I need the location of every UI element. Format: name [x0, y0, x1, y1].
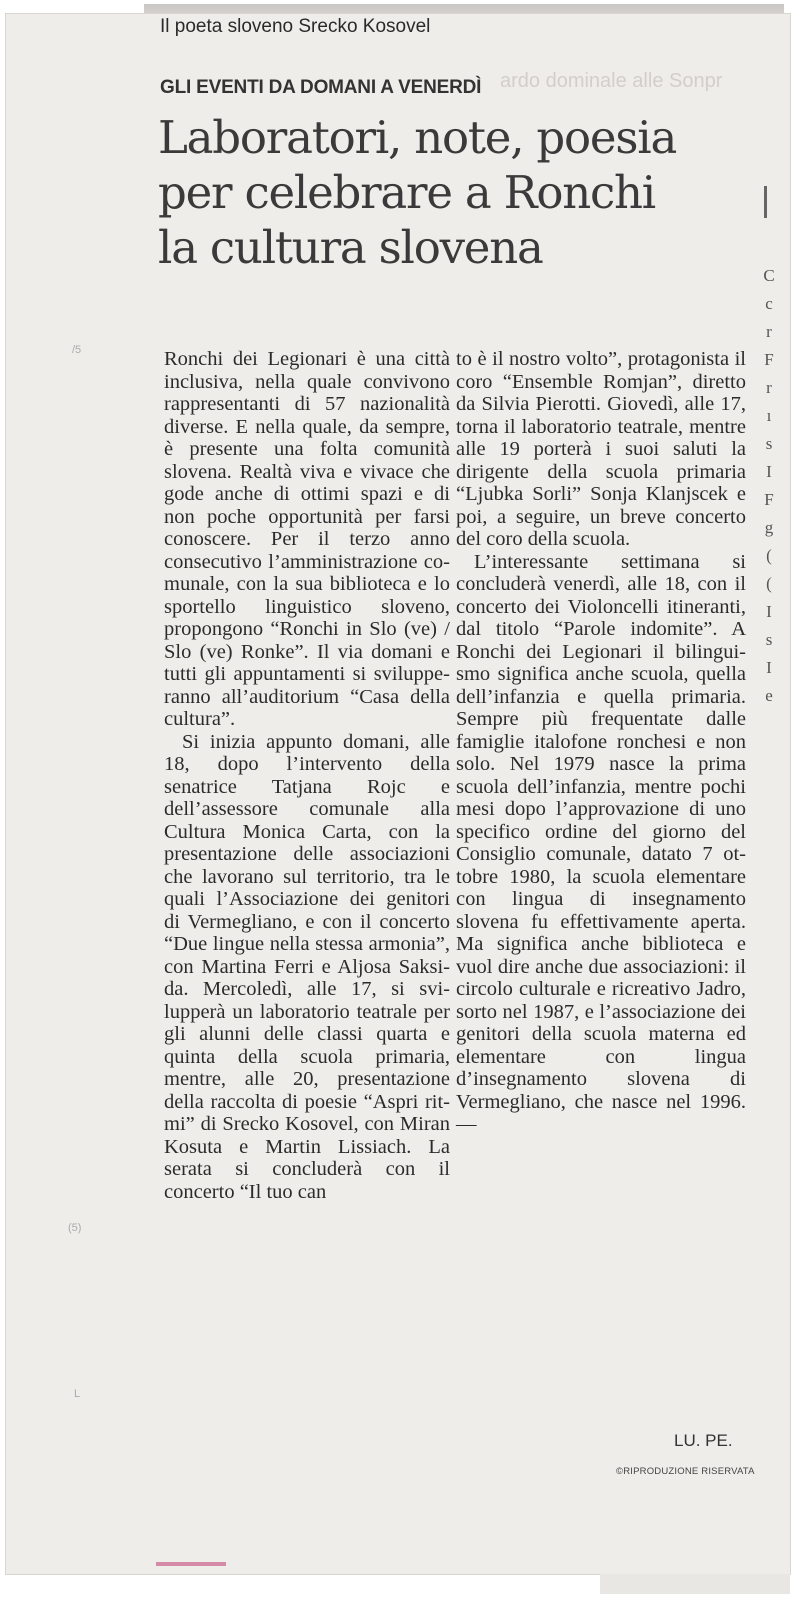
headline-line: la cultura slovena	[158, 221, 543, 274]
torn-paper-edge	[600, 1574, 790, 1594]
edge-letter: ı	[766, 406, 772, 425]
adjacent-article-fragments	[763, 262, 775, 710]
edge-letter: F	[764, 350, 774, 369]
article-paragraph: L’interessante settimana si concluderà venerdì, alle 18, con il concerto dei Violoncelli itineranti, dal titolo “Parole indomite”. A Ronchi dei Legionari il bilinguismo significa anche scuola, quella dell’infanzia e quella primaria. Sempre più frequentate dalle famiglie italofone ronchesi e non solo. Nel 1979 nasce la prima scuola dell’infanzia, mentre pochi mesi dopo l’approvazione di uno specifico ordine del giorno del Consiglio comunale, datato 7 ottobre 1980, la scuola elementare con lingua di insegnamento slovena fu effettivamente aperta. Ma significa anche biblioteca e vuol dire anche due associazioni: il circolo culturale e ricreativo Jadro, sorto nel 1987, e l’associazione dei genitori della scuola materna ed elementare con lingua d’insegnamento slovena di Vermegliano, che nasce nel 1996. —	[456, 550, 746, 1135]
edge-letter: r	[766, 322, 772, 341]
article-headline	[158, 110, 758, 275]
edge-letter: (	[766, 574, 772, 593]
article-paragraph: Si inizia appunto domani, alle 18, dopo l’intervento della senatrice Tatjana Rojc e dell’assessore comunale alla Cultura Monica Carta, con la presentazione delle associazioni che lavorano sul territorio, tra le quali l’Associazione dei genitori di Vermegliano, e con il concerto “Due lingue nella stessa armonia”, con Martina Ferri e Aljosa Saksida. Mercoledì, alle 17, si svilupperà un laboratorio teatrale per gli alunni delle classi quarta e quinta della scuola primaria, mentre, alle 20, presentazione della raccolta di poesie “Aspri ritmi” di Srecko Kosovel, con Miran Kosuta e Martin Lissiach. La serata si concluderà con il concerto “Il tuo can	[164, 730, 450, 1203]
bleed-through-text: ardo dominale alle Sonpr	[500, 70, 723, 92]
headline-line: Laboratori, note, poesia	[158, 111, 677, 164]
adjacent-article-edge	[764, 186, 767, 218]
edge-letter: I	[766, 658, 772, 677]
copyright-notice: ©RIPRODUZIONE RISERVATA	[616, 1466, 755, 1477]
edge-letter: c	[765, 294, 773, 313]
edge-letter: I	[766, 462, 772, 481]
edge-letter: C	[763, 266, 775, 285]
edge-letter: e	[765, 686, 773, 705]
article-column-right	[456, 348, 746, 1136]
edge-letter: I	[766, 602, 772, 621]
article-paragraph: to è il nostro volto”, protagonista il coro “Ensemble Romjan”, diretto da Silvia Pierotti. Giovedì, alle 17, torna il laboratorio teatrale, mentre alle 19 porterà i suoi saluti la dirigente della scuola primaria “Ljubka Sorli” Sonja Klanjscek e poi, a seguire, un breve concerto del coro della scuola.	[456, 348, 746, 550]
article-column-left	[164, 348, 450, 1203]
article-kicker: GLI EVENTI DA DOMANI A VENERDÌ	[160, 77, 482, 98]
headline-line: per celebrare a Ronchi	[158, 166, 655, 219]
margin-mark: /5	[72, 344, 82, 356]
margin-mark: L	[74, 1388, 81, 1400]
photo-caption: Il poeta sloveno Srecko Kosovel	[160, 16, 431, 37]
margin-mark: (5)	[68, 1222, 82, 1234]
author-signature: LU. PE.	[674, 1431, 733, 1450]
article-paragraph: Ronchi dei Legionari è una città inclusiva, nella quale convivono rappresentanti di 57 nazionalità diverse. E nella quale, da sempre, è presente una folta comunità slovena. Realtà viva e vivace che gode anche di ottimi spazi e di non poche opportunità per farsi conoscere. Per il terzo anno consecutivo l’amministrazione comunale, con la sua biblioteca e lo sportello linguistico sloveno, propongono “Ronchi in Slo (ve) / Slo (ve) Ronke”. Il via domani e tutti gli appuntamenti si svilupperanno all’auditorium “Casa della cultura”.	[164, 348, 450, 730]
edge-letter: r	[766, 378, 772, 397]
edge-letter: g	[764, 518, 774, 537]
edge-letter: (	[766, 546, 772, 565]
edge-letter: s	[765, 630, 773, 649]
edge-letter: F	[764, 490, 774, 509]
highlight-mark	[156, 1562, 226, 1566]
edge-letter: s	[765, 434, 773, 453]
